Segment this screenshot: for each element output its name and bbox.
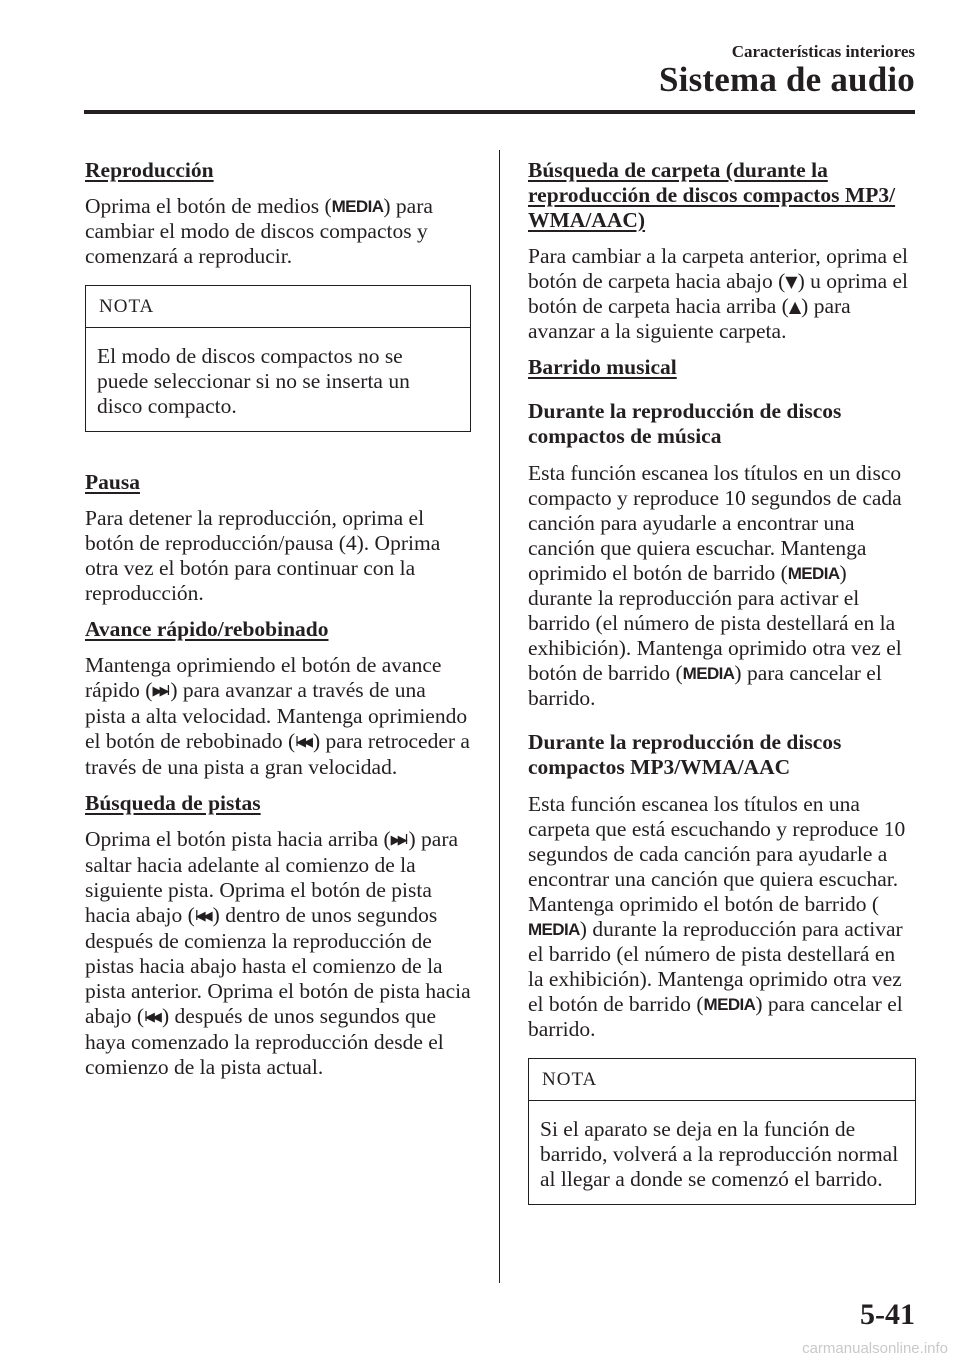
paragraph-busqueda-pistas [85, 827, 471, 1080]
media-icon: MEDIA [682, 664, 735, 683]
note-body: Si el aparato se deja en la función de barrido, volverá a la reproducción normal al llegar a donde se comenzó el barrido. [540, 1117, 899, 1191]
text-segment: ) para cancelar el barrido. [528, 992, 903, 1041]
note-box [85, 285, 471, 432]
paragraph-barrido-musica [528, 461, 916, 711]
track-down-icon: I◀◀ [194, 909, 210, 924]
media-icon: MEDIA [528, 920, 580, 939]
paragraph-pausa: Para detener la reproducción, oprima el botón de reproducción/pausa (4). Oprima otra vez el botón para continuar con la reproducción. [85, 506, 441, 605]
media-icon: MEDIA [703, 995, 756, 1014]
track-up-icon: ▶▶I [390, 833, 406, 848]
left-column [85, 158, 471, 1091]
subheading-mp3: Durante la reproducción de discos compactos MP3/WMA/AAC [528, 730, 842, 779]
heading-busqueda-pistas: Búsqueda de pistas [85, 791, 261, 815]
text-segment: ) para saltar hacia adelante al comienzo de la siguiente pista. Oprima el botón de pista hacia abajo ( [85, 827, 459, 927]
rewind-icon: I◀◀ [295, 735, 311, 750]
paragraph-avance [85, 653, 471, 780]
page-title: Sistema de audio [658, 60, 915, 99]
paragraph-barrido-mp3 [528, 792, 916, 1042]
text-segment: Mantenga oprimiendo el botón de avance rápido ( [85, 653, 442, 702]
heading-reproduccion: Reproducción [85, 158, 214, 182]
column-divider [499, 150, 500, 1283]
note-body: El modo de discos compactos no se puede seleccionar si no se inserta un disco compacto. [97, 344, 410, 418]
watermark: carmanualsonline.info [802, 1340, 948, 1357]
text-segment: ) para cambiar el modo de discos compactos y comenzará a reproducir. [85, 194, 433, 268]
heading-avance: Avance rápido/rebobinado [85, 617, 329, 641]
text-segment: ) para cancelar el barrido. [528, 661, 882, 710]
text-segment: ) para retroceder a través de una pista a gran velocidad. [85, 729, 470, 779]
track-down-icon: I◀◀ [144, 1010, 159, 1025]
media-icon: MEDIA [787, 564, 840, 583]
subheading-musica: Durante la reproducción de discos compactos de música [528, 399, 842, 448]
heading-busqueda-carpeta: Búsqueda de carpeta (durante la reproducción de discos compactos MP3/ WMA/AAC) [528, 158, 896, 232]
page-number: 5-41 [860, 1298, 915, 1331]
text-segment: ) para avanzar a través de una pista a alta velocidad. Mantenga oprimiendo el botón de rebobinado ( [85, 678, 468, 753]
text-segment: ) durante la reproducción para activar el barrido (el número de pista destellará en la exhibición). Mantenga oprimido otra vez el botón de barrido ( [528, 561, 902, 685]
media-icon: MEDIA [331, 197, 384, 216]
text-segment: Esta función escanea los títulos en una carpeta que está escuchando y reproduce 10 segundos de cada canción para ayudarle a encontrar una canción que quiera escuchar. Mantenga oprimido el botón de barrido ( [528, 792, 906, 916]
heading-pausa: Pausa [85, 470, 140, 494]
text-segment: Esta función escanea los títulos en un disco compacto y reproduce 10 segundos de cada canción para ayudarle a encontrar una canción que quiera escuchar. Mantenga oprimido el botón de barrido ( [528, 461, 902, 585]
note-title: NOTA [86, 286, 470, 328]
text-segment: Oprima el botón pista hacia arriba ( [85, 827, 391, 851]
paragraph-reproduccion [85, 194, 471, 269]
text-segment: ) después de unos segundos que haya comenzado la reproducción desde el comienzo de la pista actual. [85, 1004, 444, 1079]
text-segment: ) durante la reproducción para activar el barrido (el número de pista destellará en la exhibición). Mantenga oprimido otra vez el botón de barrido ( [528, 917, 903, 1016]
right-column [528, 158, 916, 1205]
section-label: Características interiores [731, 42, 915, 61]
text-segment: ) para avanzar a la siguiente carpeta. [528, 294, 851, 343]
text-segment: Para cambiar a la carpeta anterior, oprima el botón de carpeta hacia abajo ( [528, 244, 908, 293]
note-box [528, 1058, 916, 1205]
fast-forward-icon: ▶▶I [152, 684, 168, 699]
folder-up-icon: ▲ [788, 297, 802, 316]
text-segment: ) u oprima el botón de carpeta hacia arriba ( [528, 269, 909, 318]
folder-down-icon: ▼ [785, 272, 798, 291]
text-segment: Oprima el botón de medios ( [85, 194, 332, 218]
paragraph-busqueda-carpeta [528, 244, 916, 344]
text-segment: ) dentro de unos segundos después de comienza la reproducción de pistas hacia abajo hasta el comienzo de la pista anterior. Oprima el botón de pista hacia abajo ( [85, 903, 471, 1028]
note-title: NOTA [529, 1059, 915, 1101]
heading-barrido: Barrido musical [528, 355, 677, 379]
header-rule [84, 110, 915, 114]
